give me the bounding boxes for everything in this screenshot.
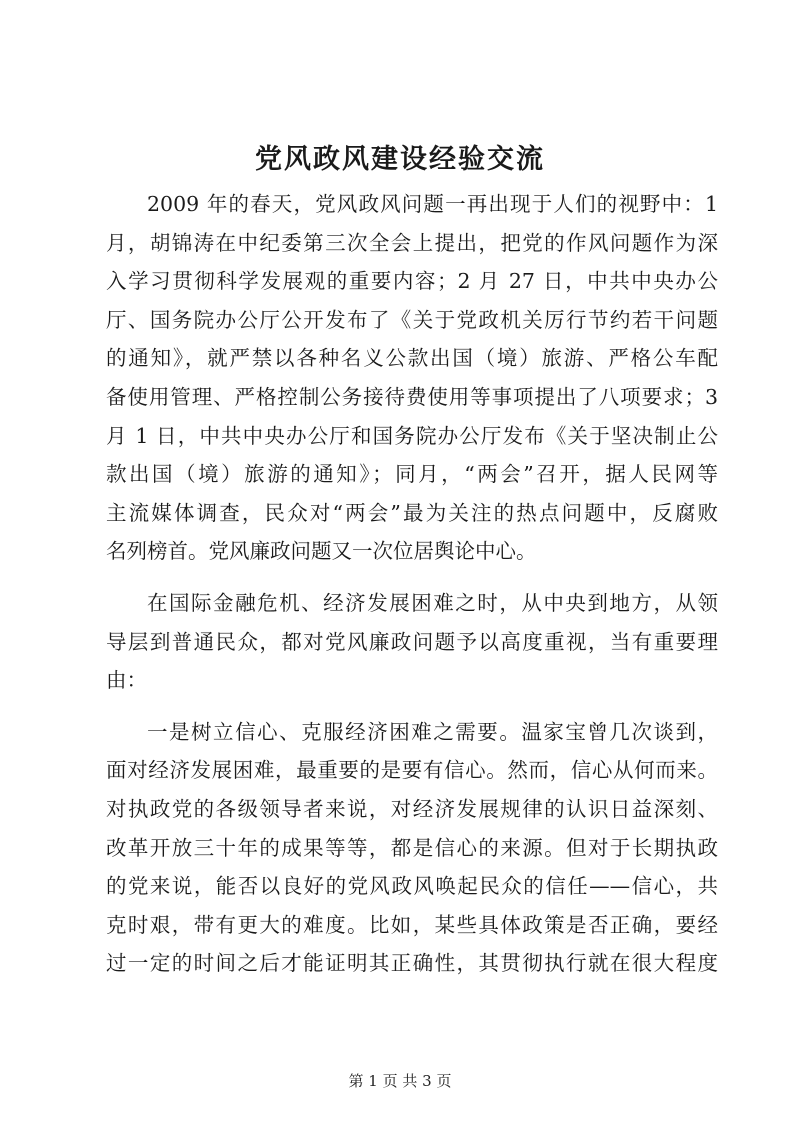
text-line: 克时艰，带有更大的难度。比如，某些具体政策是否正确，要经 — [106, 912, 718, 937]
text-line: 过一定的时间之后才能证明其正确性，其贯彻执行就在很大程度 — [106, 951, 718, 976]
text-line: 名列榜首。党风廉政问题又一次位居舆论中心。 — [106, 539, 537, 564]
text-line: 月，胡锦涛在中纪委第三次全会上提出，把党的作风问题作为深 — [106, 230, 718, 255]
page-footer: 第 1 页 共 3 页 — [348, 1072, 452, 1090]
paragraph-1 — [106, 185, 718, 571]
text-line: 备使用管理、严格控制公务接待费使用等事项提出了八项要求；3 — [106, 384, 718, 409]
text-line: 的党来说，能否以良好的党风政风唤起民众的信任——信心，共 — [106, 874, 718, 899]
paragraph-2 — [106, 584, 718, 700]
text-line: 面对经济发展困难，最重要的是要有信心。然而，信心从何而来。 — [106, 758, 718, 783]
text-line: 款出国（境）旅游的通知》；同月，“两会”召开，据人民网等 — [106, 462, 718, 487]
text-line: 主流媒体调查，民众对“两会”最为关注的热点问题中，反腐败 — [106, 500, 718, 525]
document-title: 党风政风建设经验交流 — [255, 144, 545, 175]
text-line: 对执政党的各级领导者来说，对经济发展规律的认识日益深刻、 — [106, 796, 718, 821]
text-line: 在国际金融危机、经济发展困难之时，从中央到地方，从领 — [147, 590, 718, 615]
paragraph-3 — [106, 713, 718, 983]
paragraph-gap — [106, 700, 718, 713]
text-line: 厅、国务院办公厅公开发布了《关于党政机关厉行节约若干问题 — [106, 307, 718, 332]
text-line: 由： — [106, 668, 147, 693]
text-line: 改革开放三十年的成果等等，都是信心的来源。但对于长期执政 — [106, 835, 718, 860]
text-line: 一是树立信心、克服经济困难之需要。温家宝曾几次谈到， — [147, 719, 718, 744]
text-line: 入学习贯彻科学发展观的重要内容；2 月 27 日，中共中央办公 — [106, 269, 718, 294]
text-line: 2009 年的春天，党风政风问题一再出现于人们的视野中：1 — [147, 192, 718, 216]
paragraph-gap — [106, 571, 718, 584]
document-body — [106, 185, 718, 983]
text-line: 的通知》，就严禁以各种名义公款出国（境）旅游、严格公车配 — [106, 346, 718, 371]
text-line: 导层到普通民众，都对党风廉政问题予以高度重视，当有重要理 — [106, 629, 718, 654]
text-line: 月 1 日，中共中央办公厅和国务院办公厅发布《关于坚决制止公 — [106, 423, 718, 448]
